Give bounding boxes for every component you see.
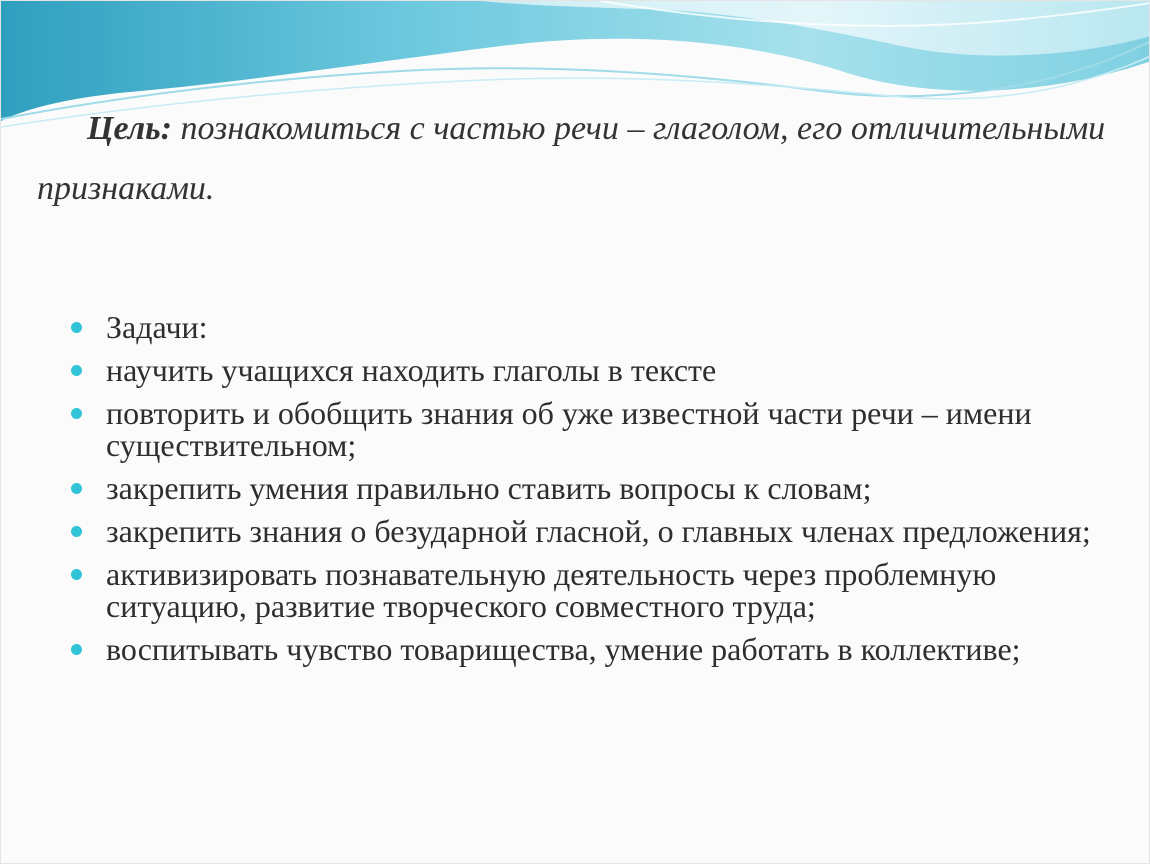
bullet-icon <box>71 644 82 655</box>
tasks-list <box>71 311 1101 676</box>
list-item-text: повторить и обобщить знания об уже известной части речи – имени существительном; <box>106 395 1032 463</box>
list-item <box>71 472 1101 504</box>
list-item-text: Задачи: <box>106 309 208 345</box>
bullet-icon <box>71 408 82 419</box>
list-item <box>71 311 1101 343</box>
list-item <box>71 515 1101 547</box>
list-item <box>71 397 1101 461</box>
list-item-text: закрепить знания о безударной гласной, о главных членах предложения; <box>106 513 1091 549</box>
list-item <box>71 354 1101 386</box>
bullet-icon <box>71 365 82 376</box>
goal-statement <box>37 99 1117 219</box>
bullet-icon <box>71 322 82 333</box>
list-item-text: активизировать познавательную деятельность через проблемную ситуацию, развитие творческого совместного труда; <box>106 556 997 624</box>
goal-label: Цель: <box>87 110 172 147</box>
list-item-text: научить учащихся находить глаголы в тексте <box>106 352 717 388</box>
goal-text: познакомиться с частью речи – глаголом, его отличительными признаками. <box>37 110 1106 207</box>
list-item <box>71 633 1101 665</box>
bullet-icon <box>71 526 82 537</box>
list-item <box>71 558 1101 622</box>
list-item-text: воспитывать чувство товарищества, умение работать в коллективе; <box>106 631 1021 667</box>
bullet-icon <box>71 569 82 580</box>
bullet-icon <box>71 483 82 494</box>
list-item-text: закрепить умения правильно ставить вопросы к словам; <box>106 470 872 506</box>
